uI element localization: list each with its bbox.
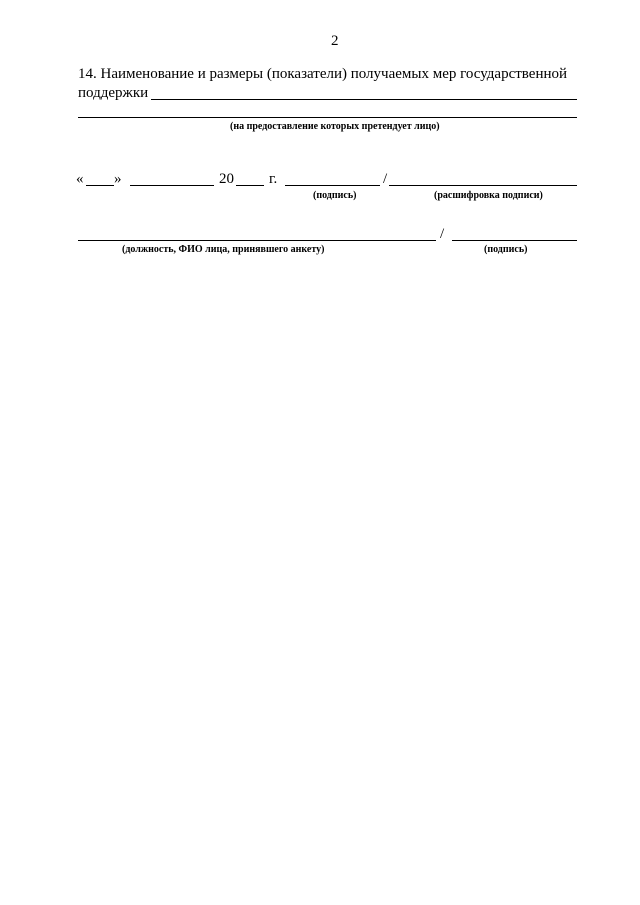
signature-decoding-caption: (расшифровка подписи) <box>434 190 543 201</box>
signature-slash: / <box>383 171 388 187</box>
acceptor-signature-field[interactable] <box>452 240 577 241</box>
acceptor-slash: / <box>440 226 445 242</box>
acceptor-signature-caption: (подпись) <box>484 244 528 255</box>
item-14-title-line2: поддержки <box>78 85 149 101</box>
signature-decoding-field[interactable] <box>389 185 577 186</box>
date-close-quote: » <box>114 171 122 187</box>
support-measures-caption: (на предоставление которых претендует лицо) <box>230 121 440 132</box>
support-measures-field-line1[interactable] <box>151 99 577 100</box>
support-measures-field-line2[interactable] <box>78 117 577 118</box>
year-prefix: 20 <box>219 171 234 187</box>
item-14-title-line1: 14. Наименование и размеры (показатели) получаемых мер государственной <box>78 66 568 82</box>
year-field[interactable] <box>236 185 264 186</box>
year-suffix: г. <box>269 171 278 187</box>
acceptor-position-name-field[interactable] <box>78 240 436 241</box>
signature-field[interactable] <box>285 185 380 186</box>
date-open-quote: « <box>76 171 84 187</box>
acceptor-position-caption: (должность, ФИО лица, принявшего анкету) <box>122 244 325 255</box>
day-field[interactable] <box>86 185 114 186</box>
signature-caption: (подпись) <box>313 190 357 201</box>
month-field[interactable] <box>130 185 214 186</box>
page-number: 2 <box>331 33 339 49</box>
